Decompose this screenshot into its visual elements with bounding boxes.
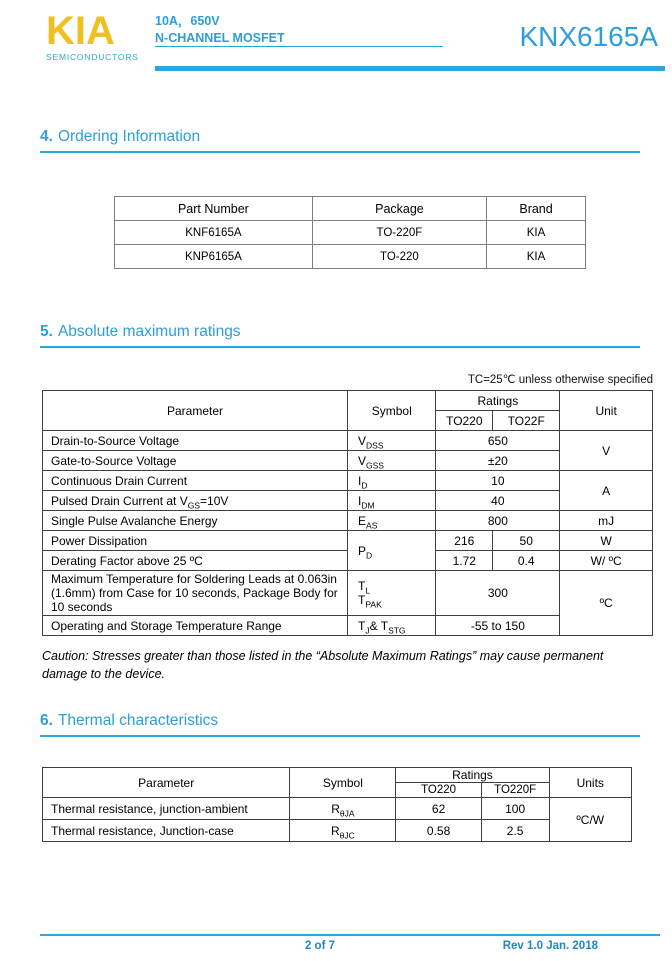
symbol-base: T: [358, 579, 366, 593]
cell-unit: ºC: [560, 571, 653, 636]
symbol-subscript: DM: [361, 499, 375, 510]
cell-parameter: Single Pulse Avalanche Energy: [43, 511, 348, 531]
cell-package: TO-220F: [312, 221, 486, 245]
cell-value-to22f: 0.4: [493, 551, 560, 571]
table-row: [115, 245, 586, 269]
thermal-characteristics-table: [42, 767, 632, 842]
col-package: Package: [312, 197, 486, 221]
symbol-base: I: [358, 493, 362, 508]
cell-unit: V: [560, 431, 653, 471]
table-row: [43, 820, 632, 842]
symbol-base: R: [331, 801, 340, 816]
symbol-subscript: PAK: [365, 599, 382, 610]
caution-note: Caution: Stresses greater than those listed in the “Absolute Maximum Ratings” may cause permanent damage to the device.: [42, 649, 604, 682]
section-title: Absolute maximum ratings: [57, 323, 241, 340]
col-symbol: Symbol: [290, 768, 396, 798]
col-brand: Brand: [487, 197, 586, 221]
table-row: [43, 511, 653, 531]
col-to220: TO220: [436, 411, 493, 431]
table-row: [43, 571, 653, 616]
section-heading-thermal: [40, 712, 640, 737]
symbol-subscript: L: [365, 585, 371, 596]
col-ratings: Ratings: [396, 768, 549, 783]
cell-brand: KIA: [487, 221, 586, 245]
test-condition-note: TC=25℃ unless otherwise specified: [467, 374, 653, 386]
table-row: [115, 221, 586, 245]
cell-parameter: Power Dissipation: [43, 531, 348, 551]
cell-parameter: Maximum Temperature for Soldering Leads at 0.063in (1.6mm) from Case for 10 seconds, Package Body for 10 seconds: [43, 571, 348, 616]
cell-value-to220f: 100: [481, 798, 549, 820]
footer-revision: Rev 1.0 Jan. 2018: [502, 940, 598, 952]
cell-parameter: [43, 491, 348, 511]
cell-value-to220: 216: [436, 531, 493, 551]
cell-symbol: [348, 491, 436, 511]
col-to220: TO220: [396, 783, 481, 798]
col-symbol: Symbol: [348, 391, 436, 431]
cell-symbol: [348, 471, 436, 491]
part-number-title: KNX6165A: [519, 21, 658, 52]
symbol-base: & T: [369, 618, 389, 633]
device-summary: [155, 13, 285, 47]
device-rating: 10A，650V: [155, 14, 220, 28]
section-number: 4.: [40, 128, 53, 145]
logo-text: KIA: [46, 9, 115, 53]
section-title: Thermal characteristics: [57, 712, 219, 729]
table-header-row: [43, 768, 632, 783]
cell-part-number: KNF6165A: [115, 221, 313, 245]
col-to220f: TO220F: [481, 783, 549, 798]
cell-value: 650: [436, 431, 560, 451]
section-number: 6.: [40, 712, 53, 729]
cell-parameter: Derating Factor above 25 ºC: [43, 551, 348, 571]
cell-value: 800: [436, 511, 560, 531]
table-header-row: [115, 197, 586, 221]
section-number: 5.: [40, 323, 53, 340]
cell-parameter: Drain-to-Source Voltage: [43, 431, 348, 451]
cell-symbol: [348, 571, 436, 616]
cell-value: ±20: [436, 451, 560, 471]
symbol-subscript: GSS: [366, 459, 384, 470]
kia-logo: [46, 11, 139, 62]
cell-value-to22f: 50: [493, 531, 560, 551]
col-units: Units: [549, 768, 631, 798]
symbol-base: I: [358, 473, 362, 488]
col-unit: Unit: [560, 391, 653, 431]
cell-brand: KIA: [487, 245, 586, 269]
device-type: N-CHANNEL MOSFET: [155, 31, 285, 45]
cell-symbol: [290, 820, 396, 842]
footer-rule: [40, 934, 660, 936]
cell-parameter: Thermal resistance, junction-ambient: [43, 798, 290, 820]
cell-parameter: Gate-to-Source Voltage: [43, 451, 348, 471]
cell-value: 300: [436, 571, 560, 616]
symbol-base: T: [358, 618, 366, 633]
cell-value-to220: 1.72: [436, 551, 493, 571]
cell-symbol: [348, 451, 436, 471]
table-row: [43, 551, 653, 571]
col-ratings: Ratings: [436, 391, 560, 411]
parameter-text: Pulsed Drain Current at V: [51, 493, 188, 508]
symbol-subscript: D: [361, 479, 368, 490]
symbol-base: R: [330, 823, 340, 838]
col-part-number: Part Number: [115, 197, 313, 221]
cell-part-number: KNP6165A: [115, 245, 313, 269]
table-row: [43, 471, 653, 491]
absolute-maximum-ratings-table: [42, 390, 653, 636]
table-row: [43, 798, 632, 820]
cell-symbol: [348, 616, 436, 636]
cell-parameter: Operating and Storage Temperature Range: [43, 616, 348, 636]
cell-parameter: Continuous Drain Current: [43, 471, 348, 491]
symbol-base: T: [358, 593, 366, 607]
symbol-subscript: J: [365, 624, 370, 635]
cell-unit: W: [560, 531, 653, 551]
cell-unit: W/ ºC: [560, 551, 653, 571]
cell-symbol: [348, 511, 436, 531]
col-to22f: TO22F: [493, 411, 560, 431]
cell-package: TO-220: [312, 245, 486, 269]
header-rule-thin: [155, 46, 443, 47]
symbol-subscript: θJA: [339, 807, 355, 818]
symbol-subscript: AS: [366, 519, 378, 530]
footer-page-number: 2 of 7: [304, 940, 336, 952]
col-parameter: Parameter: [43, 768, 290, 798]
header-rule-thick: [155, 66, 665, 71]
cell-symbol: [290, 798, 396, 820]
table-row: [43, 531, 653, 551]
cell-value-to220: 62: [396, 798, 481, 820]
symbol-subscript: STG: [388, 624, 406, 635]
section-heading-abs-max-ratings: [40, 323, 640, 348]
cell-value: 40: [436, 491, 560, 511]
symbol-subscript: DSS: [366, 439, 384, 450]
ordering-table: [114, 196, 586, 269]
symbol-line: [358, 579, 431, 596]
symbol-line: [358, 593, 431, 610]
parameter-subscript: GS: [187, 499, 201, 510]
cell-unit: mJ: [560, 511, 653, 531]
symbol-subscript: D: [366, 549, 373, 560]
symbol-base: P: [358, 543, 367, 558]
cell-value: -55 to 150: [436, 616, 560, 636]
cell-parameter: Thermal resistance, Junction-case: [43, 820, 290, 842]
section-heading-ordering: [40, 128, 640, 153]
cell-symbol: [348, 431, 436, 451]
col-parameter: Parameter: [43, 391, 348, 431]
parameter-text: =10V: [200, 493, 229, 508]
table-row: [43, 431, 653, 451]
symbol-base: V: [358, 453, 367, 468]
symbol-subscript: θJC: [339, 829, 355, 840]
table-header-row: [43, 391, 653, 411]
cell-unit: ºC/W: [549, 798, 631, 842]
symbol-base: E: [358, 513, 367, 528]
cell-unit: A: [560, 471, 653, 511]
logo-subtext: SEMICONDUCTORS: [46, 52, 139, 62]
section-title: Ordering Information: [57, 128, 201, 145]
cell-value: 10: [436, 471, 560, 491]
cell-value-to220f: 2.5: [481, 820, 549, 842]
symbol-base: V: [358, 433, 367, 448]
cell-value-to220: 0.58: [396, 820, 481, 842]
cell-symbol: [348, 531, 436, 571]
